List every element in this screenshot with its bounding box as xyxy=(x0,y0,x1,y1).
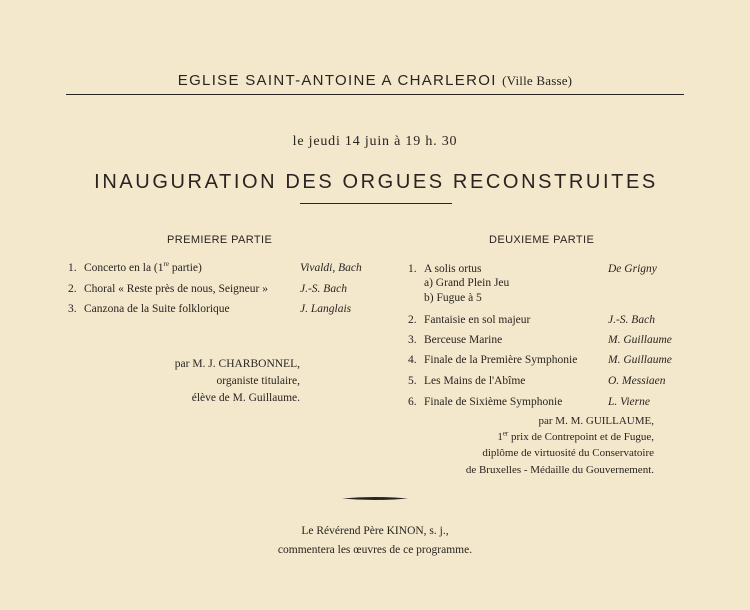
district-label: (Ville Basse) xyxy=(502,73,573,88)
program-item xyxy=(408,314,688,328)
ornament-divider xyxy=(342,495,408,502)
title-underline xyxy=(300,203,452,204)
item-number: 2. xyxy=(68,283,77,295)
item-composer: De Grigny xyxy=(608,263,657,275)
footer xyxy=(0,522,750,560)
item-title: Les Mains de l'Abîme xyxy=(424,375,526,387)
footer-line: Le Révérend Père KINON, s. j., xyxy=(301,525,449,537)
item-number: 4. xyxy=(408,354,417,366)
program-item xyxy=(68,262,368,276)
sub-item: a) Grand Plein Jeu xyxy=(424,277,510,289)
page-title: INAUGURATION DES ORGUES RECONSTRUITES xyxy=(94,171,658,193)
item-number: 6. xyxy=(408,396,417,408)
item-title: Finale de la Première Symphonie xyxy=(424,354,578,366)
item-composer: J.-S. Bach xyxy=(300,283,347,295)
item-title: Concerto en la (1re partie) xyxy=(84,260,202,274)
item-composer: L. Vierne xyxy=(608,396,650,408)
credit-line: diplôme de virtuosité du Conservatoire xyxy=(482,447,654,460)
credit-line: de Bruxelles - Médaille du Gouvernement. xyxy=(465,463,654,476)
item-title: Finale de Sixième Symphonie xyxy=(424,396,563,408)
header-rule xyxy=(66,94,684,95)
program-item xyxy=(408,334,688,348)
item-number: 3. xyxy=(68,303,77,315)
part2-credit xyxy=(420,413,654,478)
program-item xyxy=(68,283,368,297)
credit-line: 1er prix de Contrepoint et de Fugue, xyxy=(497,429,654,444)
footer-line: commentera les œuvres de ce programme. xyxy=(277,544,473,556)
program-item xyxy=(408,396,688,410)
item-title: Berceuse Marine xyxy=(424,334,503,346)
sub-item: b) Fugue à 5 xyxy=(424,292,482,304)
credit-line: par M. M. GUILLAUME, xyxy=(538,415,654,427)
item-composer: M. Guillaume xyxy=(608,354,672,366)
item-title: Canzona de la Suite folklorique xyxy=(84,303,230,315)
program-item xyxy=(408,375,688,389)
credit-line: par M. J. CHARBONNEL, xyxy=(174,358,300,370)
item-number: 1. xyxy=(68,262,77,274)
item-composer: J. Langlais xyxy=(300,303,352,315)
item-number: 3. xyxy=(408,334,417,346)
item-title: A solis ortus xyxy=(424,263,482,275)
part1-heading: PREMIERE PARTIE xyxy=(167,234,273,246)
part1-credit xyxy=(140,356,300,407)
credit-line: organiste titulaire, xyxy=(216,375,300,387)
program-item xyxy=(408,263,688,277)
program-item xyxy=(68,303,368,317)
item-number: 2. xyxy=(408,314,417,326)
part2-heading: DEUXIEME PARTIE xyxy=(489,234,595,246)
item-composer: O. Messiaen xyxy=(608,375,666,387)
item-number: 5. xyxy=(408,375,417,387)
program-item xyxy=(408,354,688,368)
item-composer: J.-S. Bach xyxy=(608,314,655,326)
church-name: EGLISE SAINT-ANTOINE A CHARLEROI xyxy=(177,72,497,89)
item-composer: Vivaldi, Bach xyxy=(300,262,362,274)
header xyxy=(66,72,684,89)
item-title: Choral « Reste près de nous, Seigneur » xyxy=(84,283,268,295)
credit-line: élève de M. Guillaume. xyxy=(191,392,300,404)
event-date: le jeudi 14 juin à 19 h. 30 xyxy=(292,134,458,149)
item-title: Fantaisie en sol majeur xyxy=(424,314,531,326)
item-number: 1. xyxy=(408,263,417,275)
item-composer: M. Guillaume xyxy=(608,334,672,346)
